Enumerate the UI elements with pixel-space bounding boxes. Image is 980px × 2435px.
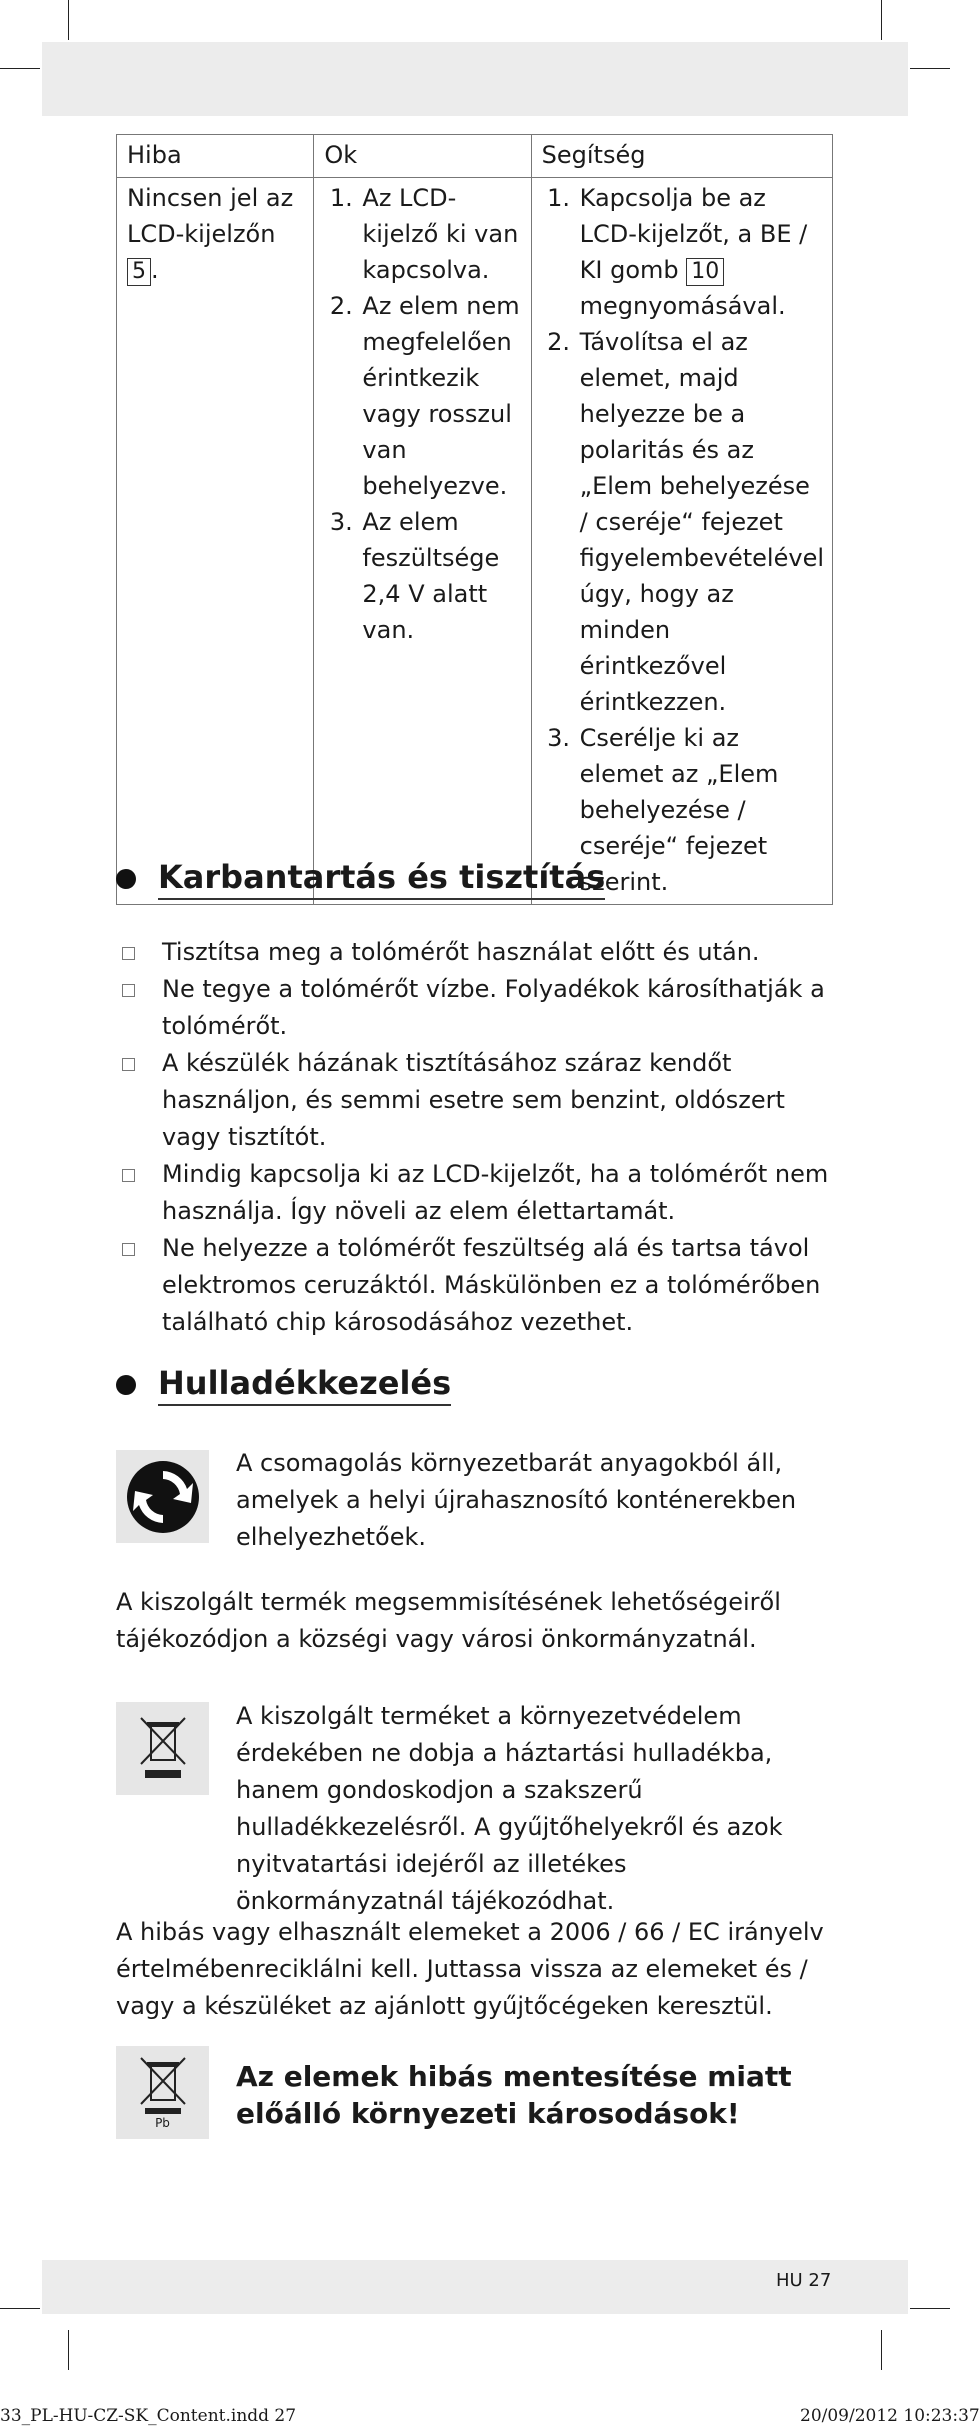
crop-mark bbox=[68, 2330, 69, 2370]
help-cell bbox=[531, 178, 832, 905]
cause-list bbox=[324, 180, 522, 648]
problem-cell bbox=[117, 178, 314, 905]
help-list bbox=[542, 180, 824, 900]
packaging-paragraph: A csomagolás környezetbarát anyagokból áll, amelyek a helyi újrahasznosító konténerekben elhelyezhetőek. bbox=[236, 1449, 797, 1551]
list-item: 1. Az LCD-kijelző ki van kapcsolva. bbox=[360, 180, 522, 288]
battery-bin-icon bbox=[116, 2046, 209, 2139]
crop-mark bbox=[0, 2308, 40, 2309]
list-item: A készülék házának tisztításához száraz kendőt használjon, és semmi esetre sem benzint, oldószert vagy tisztítót. bbox=[116, 1045, 836, 1156]
list-item bbox=[578, 180, 824, 324]
table-row bbox=[117, 178, 833, 905]
pb-label: Pb bbox=[155, 2115, 170, 2130]
list-item: Mindig kapcsolja ki az LCD-kijelzőt, ha a tolómérőt nem használja. Így növeli az elem élettartamát. bbox=[116, 1156, 836, 1230]
page-number: HU 27 bbox=[776, 2270, 832, 2291]
disposal-heading bbox=[116, 1364, 451, 1406]
crossed-bin-icon bbox=[116, 1702, 209, 1795]
maintenance-heading bbox=[116, 858, 605, 900]
file-name: 33_PL-HU-CZ-SK_Content.indd 27 bbox=[0, 2406, 297, 2426]
bullet-icon bbox=[116, 869, 136, 889]
crop-mark bbox=[910, 68, 950, 69]
crop-mark bbox=[881, 0, 882, 40]
troubleshooting-table bbox=[116, 134, 833, 905]
list-item: 3. Cserélje ki az elemet az „Elem behelyezése / cseréje“ fejezet szerint. bbox=[578, 720, 824, 900]
table-header-cell: Ok bbox=[314, 135, 531, 178]
crop-mark bbox=[910, 2308, 950, 2309]
battery-paragraph: A hibás vagy elhasznált elemeket a 2006 / 66 / EC irányelv értelmébenreciklálni kell. Juttassa vissza az elemeket és / vagy a készüléket az ajánlott gyűjtőcégeken keresztül. bbox=[116, 1918, 824, 2020]
help-text: Kapcsolja be az LCD-kijelzőt, a BE / KI gomb bbox=[579, 184, 808, 284]
list-item: Ne tegye a tolómérőt vízbe. Folyadékok károsíthatják a tolómérőt. bbox=[116, 971, 836, 1045]
recycling-icon bbox=[116, 1450, 209, 1543]
weee-paragraph: A kiszolgált terméket a környezetvédelem érdekében ne dobja a háztartási hulladékba, hanem gondoskodjon a szakszerű hulladékkezelésről. A gyűjtőhelyekről és azok nyitvatartási idejéről az illetékes önkormányzatnál tájékozódhat. bbox=[236, 1702, 783, 1915]
list-item: 2. Az elem nem megfelelően érintkezik vagy rosszul van behelyezve. bbox=[360, 288, 522, 504]
bullet-icon bbox=[116, 1375, 136, 1395]
warning-text: Az elemek hibás mentesítése miatt előálló környezeti károsodások! bbox=[236, 2060, 792, 2130]
list-item: 3. Az elem feszültsége 2,4 V alatt van. bbox=[360, 504, 522, 648]
section-title: Hulladékkezelés bbox=[158, 1364, 451, 1406]
timestamp: 20/09/2012 10:23:37 bbox=[800, 2406, 980, 2426]
help-text: megnyomásával. bbox=[579, 292, 786, 320]
maintenance-list bbox=[116, 934, 836, 1341]
table-header-cell: Hiba bbox=[117, 135, 314, 178]
list-item: Tisztítsa meg a tolómérőt használat előtt és után. bbox=[116, 934, 836, 971]
crop-mark bbox=[68, 0, 69, 40]
info-paragraph: A kiszolgált termék megsemmisítésének lehetőségeiről tájékozódjon a községi vagy városi önkormányzatnál. bbox=[116, 1588, 781, 1653]
crop-mark bbox=[881, 2330, 882, 2370]
problem-text: Nincsen jel az LCD-kijelzőn bbox=[127, 184, 294, 248]
header-band bbox=[42, 42, 908, 116]
reference-number: 10 bbox=[686, 258, 724, 286]
reference-number: 5 bbox=[127, 258, 151, 286]
crop-mark bbox=[0, 68, 40, 69]
table-header-cell: Segítség bbox=[531, 135, 832, 178]
cause-cell bbox=[314, 178, 531, 905]
section-title: Karbantartás és tisztítás bbox=[158, 858, 605, 900]
list-item: Ne helyezze a tolómérőt feszültség alá és tartsa távol elektromos ceruzáktól. Máskülönben ez a tolómérőben található chip károsodásához vezethet. bbox=[116, 1230, 836, 1341]
table-header-row bbox=[117, 135, 833, 178]
problem-text: . bbox=[151, 256, 159, 284]
list-item: 2. Távolítsa el az elemet, majd helyezze be a polaritás és az „Elem behelyezése / cseréje“ fejezet figyelembevételével úgy, hogy az minden érintkezővel érintkezzen. bbox=[578, 324, 824, 720]
